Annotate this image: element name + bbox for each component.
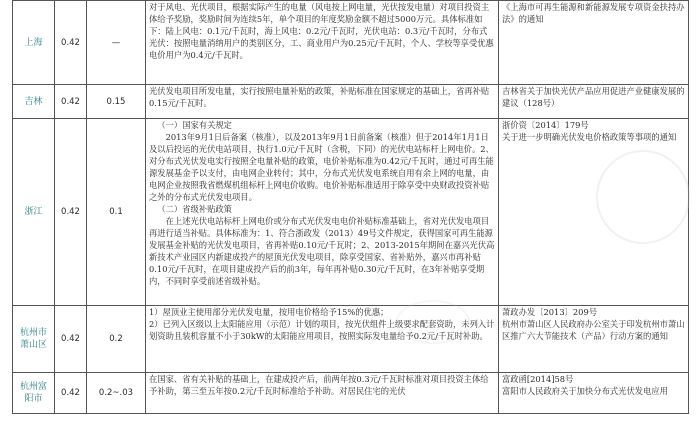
policy-text-cell [146,1,499,85]
table-row [13,373,689,414]
local-subsidy-cell: 0.2~.03 [87,373,146,414]
document-title: 富阳市人民政府关于加快分布式光伏发电应用 [502,386,668,396]
policy-paragraph: 2013年9月1日后备案（核准），以及2013年9月1日前备案（核准）但于2014年1月1日及以后投运的光伏电站项目，执行1.0元/千瓦时（含税，下同）的光伏电站标杆上网电价。2、对分布式光伏发电实行按照全电量补贴的政策，电价补贴标准为0.42元/千瓦时，通过可再生能源发展基金予以支付，由电网企业转付；其中，分布式光伏发电系统自用有余上网的电量，由电网企业按照我省燃煤机组标杆上网电价收购。电价补贴标准适用于除享受中央财政投资补贴之外的分布式光伏发电项目。 [149,132,494,202]
policy-paragraph: 光伏发电项目所发电量，实行按照电量补贴的政策，补贴标准在国家规定的基础上，省再补贴0.15元/千瓦时。 [149,86,490,108]
policy-text-cell [146,373,499,414]
document-reference-cell [499,373,689,414]
document-title: 关于进一步明确光伏发电价格政策等事项的通知 [502,132,677,142]
national-subsidy-cell: 0.42 [55,1,87,85]
document-title: 《上海市可再生能源和新能源发展专项资金扶持办法》的通知 [502,2,685,24]
policy-paragraph: 在国家、省有关补贴的基础上，在建成投产后，前两年按0.3元/千瓦时标准对项目投资主体给予补助，第三至五年按0.2元/千瓦时标准给予补助。对居民住宅的光伏 [149,374,489,396]
document-number: 萧政办发〔2013〕209号 [502,307,598,317]
table-row [13,85,689,119]
policy-text-cell [146,85,499,119]
national-subsidy-cell: 0.42 [55,373,87,414]
region-cell: 杭州市萧山区 [13,306,55,373]
subsidy-policy-table [12,0,689,414]
table-row [13,119,689,306]
policy-paragraph: 对于风电、光伏项目，根据实际产生的电量（风电按上网电量，光伏按发电量）对项目投资主体给予奖励，奖励时间为连续5年，单个项目的年度奖励金额不超过5000万元。具体标准如下：陆上风电：0.1元/千瓦时，海上风电：0.2元/千瓦时，光伏电站：0.3元/千瓦时，分布式光伏：按照电量消纳用户的类别区分，工、商业用户为0.25元/千瓦时，个人、学校等享受优惠电价用户为0.4元/千瓦时。 [149,2,494,60]
policy-paragraph: 2）已列入区级以上太阳能应用（示范）计划的项目，按光伏组件上级要求配套资助，未列入计划资助且装机容量不小于30kW的太阳能应用项目，按照实际发电量给予0.2元/千瓦时补助。 [149,319,495,341]
document-reference-cell [499,1,689,85]
national-subsidy-cell: 0.42 [55,119,87,306]
table-row [13,1,689,85]
region-cell: 杭州富阳市 [13,373,55,414]
document-reference-cell [499,119,689,306]
national-subsidy-cell: 0.42 [55,306,87,373]
local-subsidy-cell: 0.15 [87,85,146,119]
document-number: 富政函[2014]58号 [502,374,574,384]
region-cell: 吉林 [13,85,55,119]
policy-text-cell [146,119,499,306]
local-subsidy-cell: 0.2 [87,306,146,373]
policy-text-cell [146,306,499,373]
local-subsidy-cell: — [87,1,146,85]
section-heading: （一）国家有关规定 [157,120,232,130]
policy-paragraph: 1）屋顶业主使用部分光伏发电量，按用电价格给予15%的优惠； [149,307,389,317]
table-row [13,306,689,373]
document-title: 吉林省关于加快光伏产品应用促进产业健康发展的建议（128号） [502,86,685,108]
policy-paragraph: 在上述光伏电站标杆上网电价或分布式光伏发电电价补贴标准基础上，省对光伏发电项目再进行适当补贴。具体标准为：1、符合浙政发（2013）49号文件规定，获得国家可再生能源发展基金补贴的光伏发电项目，省再补贴0.10元/千瓦时；2、2013-2015年期间在嘉兴光伏高新技术产业园区内新建成投产的屋顶光伏发电项目，除享受国家、省补贴外，嘉兴市再补贴0.10元/千瓦时，在项目建成投产后的前3年，每年再补贴0.30元/千瓦时，在3年补贴享受期内，不同时享受前述省级补贴。 [149,216,495,286]
document-title: 杭州市萧山区人民政府办公室关于印发杭州市萧山区推广六大节能技术（产品）行动方案的通知 [502,319,685,341]
region-cell: 上海 [13,1,55,85]
local-subsidy-cell: 0.1 [87,119,146,306]
region-cell: 浙江 [13,119,55,306]
document-reference-cell [499,85,689,119]
document-number: 浙价资〔2014〕179号 [502,120,589,130]
section-heading: （二）省级补贴政策 [157,204,232,214]
national-subsidy-cell: 0.42 [55,85,87,119]
document-reference-cell [499,306,689,373]
